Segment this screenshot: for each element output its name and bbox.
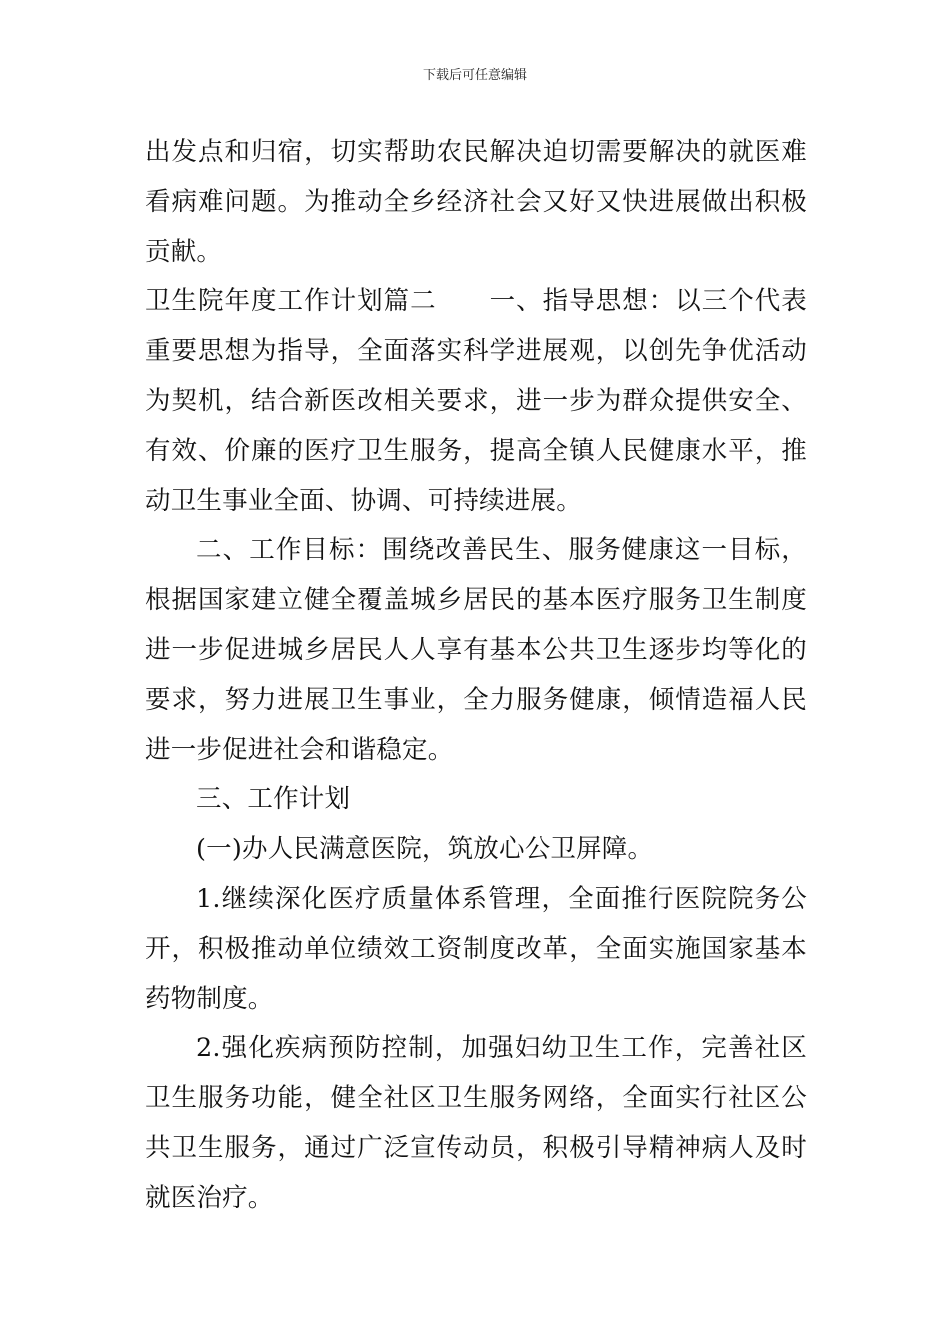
paragraph-item-2: 2.强化疾病预防控制，加强妇幼卫生工作，完善社区卫生服务功能，健全社区卫生服务网络，全面实行社区公共卫生服务，通过广泛宣传动员，积极引导精神病人及时就医治疗。 bbox=[145, 1033, 807, 1213]
paragraph-work-plan-heading: 三、工作计划 bbox=[196, 784, 351, 815]
paragraph-section-title-guiding-thought: 卫生院年度工作计划篇二 一、指导思想：以三个代表重要思想为指导，全面落实科学进展观，以创先争优活动为契机，结合新医改相关要求，进一步为群众提供安全、有效、价廉的医疗卫生服务，提高全镇人民健康水平，推动卫生事业全面、协调、可持续进展。 bbox=[145, 286, 807, 516]
paragraph-continuation: 出发点和归宿，切实帮助农民解决迫切需要解决的就医难看病难问题。为推动全乡经济社会又好又快进展做出积极贡献。 bbox=[145, 137, 807, 267]
document-body bbox=[145, 128, 807, 1224]
paragraph-item-1: 1.继续深化医疗质量体系管理，全面推行医院院务公开，积极推动单位绩效工资制度改革，全面实施国家基本药物制度。 bbox=[145, 883, 807, 1014]
page-header: 下载后可任意编辑 bbox=[422, 68, 527, 83]
paragraph-subheading-one: (一)办人民满意医院，筑放心公卫屏障。 bbox=[196, 834, 654, 865]
paragraph-work-goal: 二、工作目标：围绕改善民生、服务健康这一目标，根据国家建立健全覆盖城乡居民的基本医疗服务卫生制度进一步促进城乡居民人人享有基本公共卫生逐步均等化的要求，努力进展卫生事业，全力服务健康，倾情造福人民进一步促进社会和谐稳定。 bbox=[145, 535, 807, 765]
